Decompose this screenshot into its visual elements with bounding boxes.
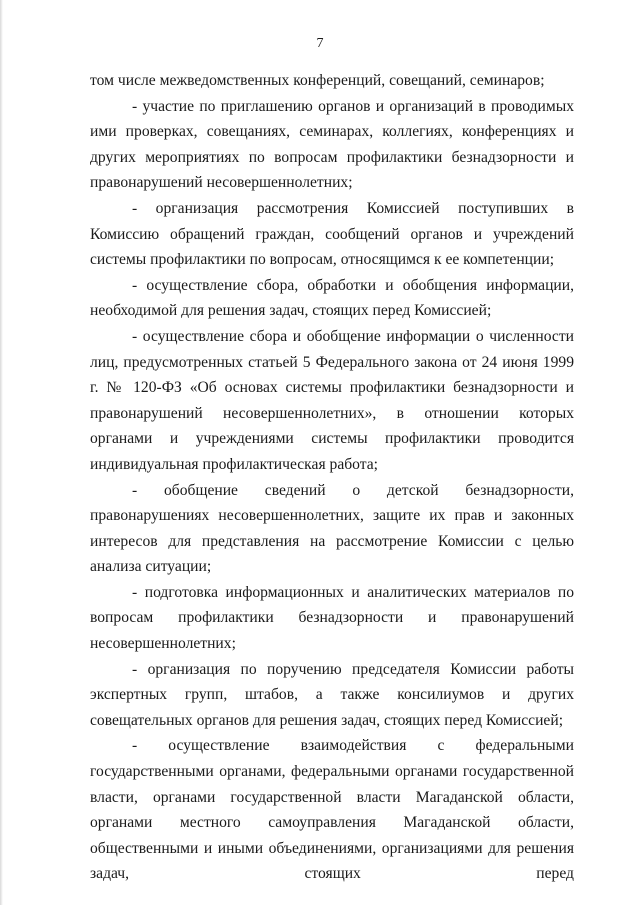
paragraph-analytics: - подготовка информационных и аналитических материалов по вопросам профилактики безнадзорности и правонарушений несовершеннолетних; (90, 583, 574, 653)
paragraph-expert-groups: - организация по поручению председателя Комиссии работы экспертных групп, штабов, а также консилиумов и других совещательных органов для решения задач, стоящих перед Комиссией; (90, 660, 574, 729)
scan-edge (0, 0, 3, 905)
paragraph-interaction: - осуществление взаимодействия с федеральными государственными органами, федеральными органами государственной власти, органами государственной власти Магаданской области, органами местного самоуправления Магаданской области, общественными и иными объединениями, организациями для решения задач, стоящих перед (90, 737, 574, 883)
document-body (90, 68, 574, 887)
paragraph-summary: - обобщение сведений о детской безнадзорности, правонарушениях несовершеннолетних, защите их прав и законных интересов для представления на рассмотрение Комиссии с целью анализа ситуации; (90, 481, 574, 576)
paragraph-appeals: - организация рассмотрения Комиссией поступивших в Комиссию обращений граждан, сообщений органов и учреждений системы профилактики по вопросам, относящимся к ее компетенции; (90, 199, 574, 269)
paragraph-participation: - участие по приглашению органов и организаций в проводимых ими проверках, совещаниях, семинарах, коллегиях, конференциях и других мероприятиях по вопросам профилактики безнадзорности и правонарушений несовершеннолетних; (90, 97, 574, 192)
page-number: 7 (316, 36, 324, 51)
paragraph-information-collection: - осуществление сбора, обработки и обобщения информации, необходимой для решения задач, стоящих перед Комиссией; (90, 276, 574, 320)
paragraph-statistics: - осуществление сбора и обобщение информации о численности лиц, предусмотренных статьей 5 Федерального закона от 24 июня 1999 г. № 120-ФЗ «Об основах системы профилактики безнадзорности и правонарушений несовершеннолетних», в отношении которых органами и учреждениями системы профилактики проводится индивидуальная профилактическая работа; (90, 327, 574, 473)
paragraph-continuation: том числе межведомственных конференций, совещаний, семинаров; (90, 72, 545, 89)
